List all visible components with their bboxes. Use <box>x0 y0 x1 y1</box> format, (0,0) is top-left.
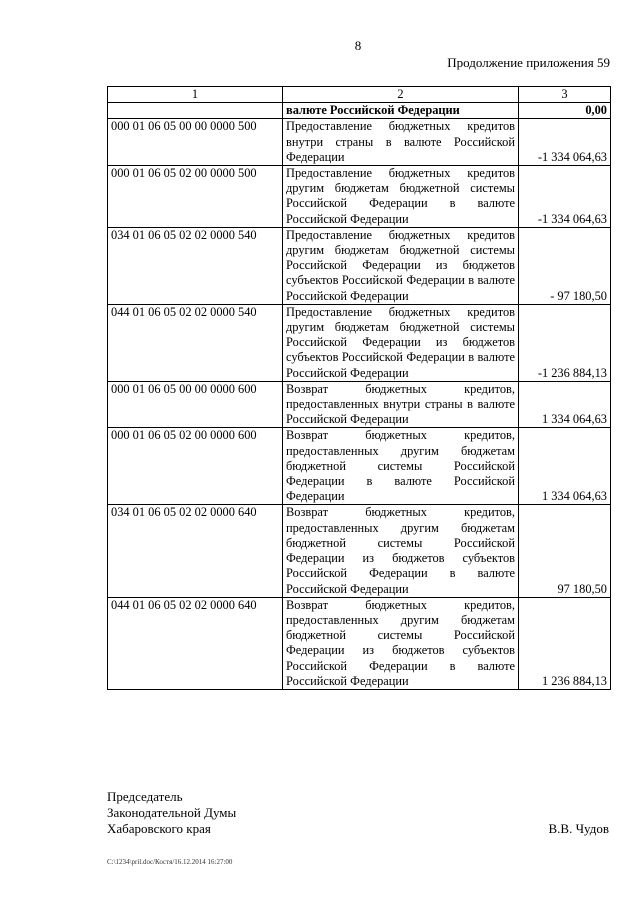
header-col-2: 2 <box>283 87 519 103</box>
row-description: Возврат бюджетных кредитов, предоставленных другим бюджетам бюджетной системы Российской Федерации в валюте Российской Федерации <box>283 428 519 505</box>
row-code: 044 01 06 05 02 02 0000 640 <box>108 597 283 689</box>
row-amount: -1 334 064,63 <box>519 119 611 166</box>
row-amount: -1 334 064,63 <box>519 166 611 228</box>
table-row <box>108 304 611 381</box>
row-description: Возврат бюджетных кредитов, предоставленных другим бюджетам бюджетной системы Российской Федерации из бюджетов субъектов Российской Федерации в валюте Российской Федерации <box>283 505 519 597</box>
table-row <box>108 166 611 228</box>
row-amount: 0,00 <box>519 103 611 119</box>
table-row <box>108 381 611 428</box>
table-row <box>108 227 611 304</box>
row-description: валюте Российской Федерации <box>283 103 519 119</box>
row-description: Возврат бюджетных кредитов, предоставленных другим бюджетам бюджетной системы Российской Федерации из бюджетов субъектов Российской Федерации в валюте Российской Федерации <box>283 597 519 689</box>
table-row <box>108 119 611 166</box>
table-row <box>108 505 611 597</box>
row-amount: 97 180,50 <box>519 505 611 597</box>
header-row <box>108 87 611 103</box>
row-code <box>108 103 283 119</box>
signature-title-line2: Законодательной Думы <box>107 805 237 820</box>
continuation-caption: Продолжение приложения 59 <box>447 55 610 70</box>
row-amount: 1 334 064,63 <box>519 381 611 428</box>
file-path-footer: C:\1234\pril.doc/Костя/16.12.2014 16:27:00 <box>107 858 233 866</box>
row-amount: -1 236 884,13 <box>519 304 611 381</box>
row-code: 000 01 06 05 02 00 0000 500 <box>108 166 283 228</box>
row-code: 034 01 06 05 02 02 0000 640 <box>108 505 283 597</box>
row-amount: 1 334 064,63 <box>519 428 611 505</box>
signature-block <box>107 789 236 837</box>
signature-title-line3: Хабаровского края <box>107 821 211 836</box>
table-row <box>108 597 611 689</box>
table-row <box>108 428 611 505</box>
row-code: 000 01 06 05 02 00 0000 600 <box>108 428 283 505</box>
signer-name: В.В. Чудов <box>548 821 609 836</box>
header-col-3: 3 <box>519 87 611 103</box>
row-code: 000 01 06 05 00 00 0000 500 <box>108 119 283 166</box>
table-row-continued <box>108 103 611 119</box>
row-code: 034 01 06 05 02 02 0000 540 <box>108 227 283 304</box>
row-amount: - 97 180,50 <box>519 227 611 304</box>
row-code: 044 01 06 05 02 02 0000 540 <box>108 304 283 381</box>
row-code: 000 01 06 05 00 00 0000 600 <box>108 381 283 428</box>
signature-title-line1: Председатель <box>107 789 183 804</box>
row-description: Возврат бюджетных кредитов, предоставленных внутри страны в валюте Российской Федерации <box>283 381 519 428</box>
row-amount: 1 236 884,13 <box>519 597 611 689</box>
page-number: 8 <box>354 38 362 53</box>
row-description: Предоставление бюджетных кредитов другим бюджетам бюджетной системы Российской Федерации из бюджетов субъектов Российской Федерации в валюте Российской Федерации <box>283 304 519 381</box>
row-description: Предоставление бюджетных кредитов другим бюджетам бюджетной системы Российской Федерации из бюджетов субъектов Российской Федерации в валюте Российской Федерации <box>283 227 519 304</box>
budget-table-body <box>108 87 611 690</box>
row-description: Предоставление бюджетных кредитов другим бюджетам бюджетной системы Российской Федерации в валюте Российской Федерации <box>283 166 519 228</box>
header-col-1: 1 <box>108 87 283 103</box>
budget-table <box>107 86 611 690</box>
row-description: Предоставление бюджетных кредитов внутри страны в валюте Российской Федерации <box>283 119 519 166</box>
